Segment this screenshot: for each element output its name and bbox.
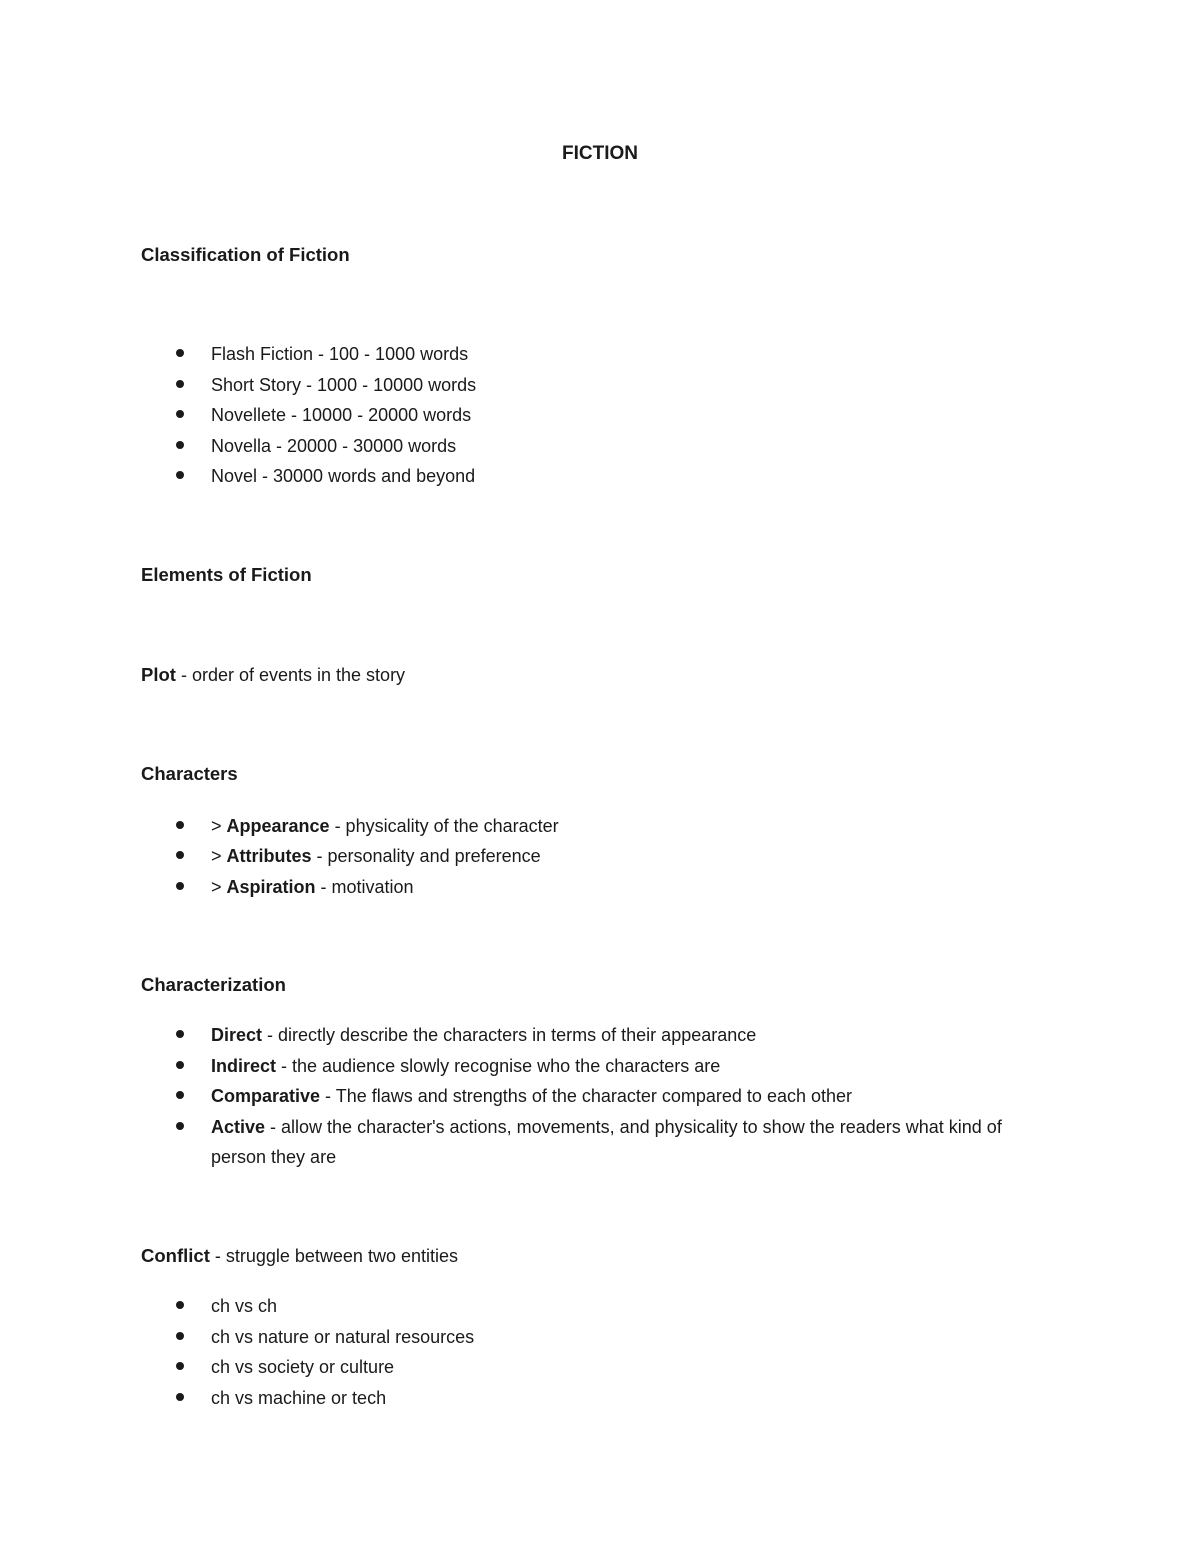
classification-item: Novellete - 10000 - 20000 words — [211, 405, 472, 425]
bullet-icon — [176, 1332, 184, 1340]
characterization-item — [211, 1112, 1031, 1172]
bullet-icon — [176, 1030, 184, 1038]
item-definition: - The flaws and strengths of the character compared to each other — [320, 1086, 853, 1106]
plot-line — [141, 663, 405, 687]
bullet-icon — [176, 882, 184, 890]
classification-item: Novel - 30000 words and beyond — [211, 466, 476, 486]
characterization-item — [211, 1084, 852, 1108]
item-term: Attributes — [226, 846, 312, 866]
item-prefix: > — [211, 816, 227, 836]
bullet-icon — [176, 471, 184, 479]
classification-heading: Classification of Fiction — [141, 244, 350, 265]
item-definition: - allow the character's actions, movements, and physicality to show the readers what kind of person they are — [211, 1117, 1002, 1167]
bullet-icon — [176, 1122, 184, 1130]
item-term: Aspiration — [226, 877, 316, 897]
bullet-icon — [176, 441, 184, 449]
conflict-line — [141, 1244, 458, 1268]
item-term: Comparative — [211, 1086, 321, 1106]
conflict-definition: - struggle between two entities — [209, 1246, 458, 1266]
bullet-icon — [176, 821, 184, 829]
item-prefix: > — [211, 877, 227, 897]
bullet-icon — [176, 380, 184, 388]
item-definition: - the audience slowly recognise who the characters are — [276, 1056, 721, 1076]
characters-item — [211, 875, 414, 899]
bullet-icon — [176, 1061, 184, 1069]
bullet-icon — [176, 349, 184, 357]
item-definition: - directly describe the characters in terms of their appearance — [262, 1025, 757, 1045]
characters-heading: Characters — [141, 763, 238, 784]
item-term: Appearance — [226, 816, 330, 836]
conflict-item: ch vs machine or tech — [211, 1388, 387, 1408]
document-title: FICTION — [562, 143, 638, 164]
item-prefix: > — [211, 846, 227, 866]
conflict-item: ch vs ch — [211, 1296, 278, 1316]
bullet-icon — [176, 1393, 184, 1401]
item-definition: - motivation — [315, 877, 414, 897]
item-term: Active — [211, 1117, 266, 1137]
conflict-term: Conflict — [141, 1245, 210, 1266]
bullet-icon — [176, 1091, 184, 1099]
characters-item — [211, 814, 559, 838]
characterization-item — [211, 1054, 720, 1078]
characterization-item — [211, 1023, 756, 1047]
plot-definition: - order of events in the story — [175, 665, 406, 685]
item-definition: - personality and preference — [311, 846, 541, 866]
elements-heading: Elements of Fiction — [141, 564, 312, 585]
item-term: Indirect — [211, 1056, 277, 1076]
conflict-item: ch vs society or culture — [211, 1357, 395, 1377]
bullet-icon — [176, 851, 184, 859]
classification-item: Short Story - 1000 - 10000 words — [211, 375, 477, 395]
classification-item: Novella - 20000 - 30000 words — [211, 436, 457, 456]
plot-term: Plot — [141, 664, 176, 685]
characters-item — [211, 844, 541, 868]
bullet-icon — [176, 410, 184, 418]
bullet-icon — [176, 1362, 184, 1370]
item-term: Direct — [211, 1025, 263, 1045]
item-definition: - physicality of the character — [329, 816, 559, 836]
classification-item: Flash Fiction - 100 - 1000 words — [211, 344, 469, 364]
characterization-heading: Characterization — [141, 974, 286, 995]
bullet-icon — [176, 1301, 184, 1309]
conflict-item: ch vs nature or natural resources — [211, 1327, 475, 1347]
